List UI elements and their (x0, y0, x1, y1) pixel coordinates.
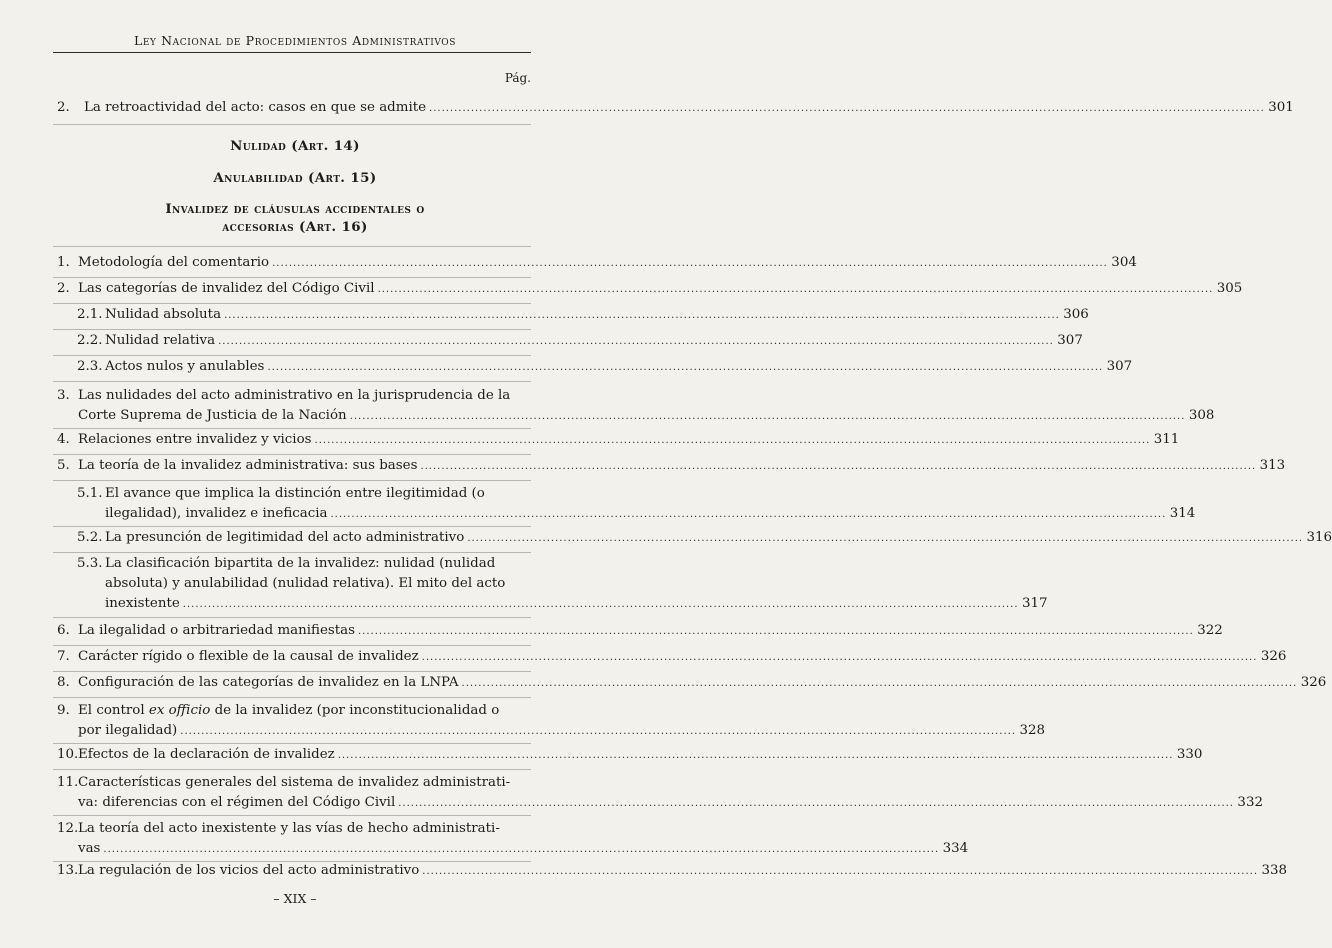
entry-title: Nulidad relativa (105, 333, 216, 348)
entry-divider (53, 671, 531, 672)
entry-number: 4. (57, 432, 70, 447)
entry-divider (53, 617, 531, 618)
entry-divider (53, 428, 531, 429)
entry-page: 322 (1197, 623, 1223, 638)
dot-leader: ........................................................................................................................................................................................................ (421, 652, 1258, 663)
dot-leader: ........................................................................................................................................................................................................ (337, 750, 1174, 761)
entry-title: La retroactividad del acto: casos en que se admite (84, 100, 427, 115)
entry-title: Metodología del comentario (78, 255, 270, 270)
entry-page: 313 (1259, 458, 1286, 473)
entry-page: 314 (1169, 506, 1196, 521)
entry-divider (53, 329, 531, 330)
entry-title: Carácter rígido o flexible de la causal de invalidez (78, 649, 419, 664)
dot-leader: ........................................................................................................................................................................................................ (398, 798, 1234, 809)
entry-number: 2.2. (77, 333, 103, 348)
dot-leader: ........................................................................................................................................................................................................ (461, 678, 1298, 689)
toc-entry-nulidad-absoluta (77, 305, 1089, 325)
entry-title: Las categorías de invalidez del Código Civil (78, 281, 375, 296)
entry-page: 301 (1268, 100, 1294, 115)
dot-leader: ........................................................................................................................................................................................................ (420, 461, 1257, 472)
entry-title: La ilegalidad o arbitrariedad manifiestas (78, 623, 355, 638)
entry-page: 311 (1153, 432, 1180, 447)
dot-leader: ........................................................................................................................................................................................................ (330, 509, 1167, 520)
toc-entry-efectos (57, 745, 1203, 765)
entry-number: 2. (57, 100, 70, 115)
entry-page: 330 (1176, 747, 1203, 762)
entry-divider (53, 277, 531, 278)
entry-title: La teoría de la invalidez administrativa: sus bases (78, 458, 418, 473)
entry-title-part: El control (78, 703, 149, 718)
toc-entry-configuracion (57, 673, 1327, 693)
dot-leader: ........................................................................................................................................................................................................ (314, 435, 1151, 446)
entry-divider (53, 769, 531, 770)
entry-title: La regulación de los vicios del acto administrativo (78, 863, 420, 878)
toc-entry-nulidades-jurisprudencia (57, 386, 1215, 426)
dot-leader: ........................................................................................................................................................................................................ (267, 362, 1104, 373)
toc-entry-clasificacion-bipartita (77, 554, 1048, 614)
section-heading-invalidez-line1: Invalidez de cláusulas accidentales o (165, 201, 425, 217)
entry-divider (53, 454, 531, 455)
entry-page: 307 (1057, 333, 1083, 348)
entry-page: 306 (1063, 307, 1089, 322)
entry-number: 5.1. (77, 486, 103, 501)
entry-number: 6. (57, 623, 70, 638)
entry-divider (53, 381, 531, 382)
entry-page: 316 (1306, 530, 1332, 545)
section-heading-nulidad: Nulidad (Art. 14) (230, 138, 360, 154)
entry-number: 13. (57, 863, 79, 878)
dot-leader: ........................................................................................................................................................................................................ (103, 844, 940, 855)
entry-title-part: de la invalidez (por inconstitucionalidad o (210, 703, 500, 718)
entry-divider (53, 645, 531, 646)
dot-leader: ........................................................................................................................................................................................................ (467, 533, 1304, 544)
entry-number: 7. (57, 649, 70, 664)
entry-title: Configuración de las categorías de invalidez en la LNPA (78, 675, 459, 690)
toc-entry-control-ex-officio (57, 701, 1046, 741)
entry-divider (53, 552, 531, 553)
toc-entry-relaciones (57, 430, 1180, 450)
entry-title: Nulidad absoluta (105, 307, 222, 322)
entry-divider (53, 355, 531, 356)
entry-page: 326 (1300, 675, 1327, 690)
entry-divider (53, 480, 531, 481)
header-rule (53, 52, 531, 53)
section-divider (53, 246, 531, 247)
toc-entry-retroactividad (57, 98, 1294, 118)
entry-number: 2.1. (77, 307, 103, 322)
entry-title-line1: La teoría del acto inexistente y las vías de hecho administrati- (78, 821, 500, 836)
toc-entry-metodologia (57, 253, 1137, 273)
dot-leader: ........................................................................................................................................................................................................ (429, 103, 1265, 114)
entry-page: 328 (1019, 723, 1046, 738)
entry-number: 5.3. (77, 556, 103, 571)
entry-page: 332 (1237, 795, 1263, 810)
section-heading-anulabilidad: Anulabilidad (Art. 15) (213, 170, 377, 186)
entry-title-line1: Las nulidades del acto administrativo en la jurisprudencia de la (78, 388, 511, 403)
dot-leader: ........................................................................................................................................................................................................ (377, 284, 1214, 295)
entry-number: 5. (57, 458, 70, 473)
entry-divider (53, 697, 531, 698)
toc-entry-caracter (57, 647, 1287, 667)
toc-entry-teoria-bases (57, 456, 1286, 476)
entry-page: 307 (1106, 359, 1133, 374)
section-heading-invalidez-line2: accesorias (Art. 16) (222, 219, 368, 235)
entry-page: 317 (1021, 596, 1048, 611)
entry-page: 305 (1216, 281, 1243, 296)
entry-number: 3. (57, 388, 70, 403)
toc-entry-caracteristicas (57, 773, 1263, 813)
entry-page: 304 (1111, 255, 1137, 270)
entry-title-line2: absoluta) y anulabilidad (nulidad relativa). El mito del acto (105, 576, 506, 591)
entry-divider (53, 743, 531, 744)
entry-title-line1: La clasificación bipartita de la invalidez: nulidad (nulidad (105, 556, 496, 571)
entry-page: 308 (1188, 408, 1215, 423)
entry-divider (53, 303, 531, 304)
dot-leader: ........................................................................................................................................................................................................ (218, 336, 1054, 347)
toc-entry-avance (77, 484, 1196, 524)
entry-number: 10. (57, 747, 79, 762)
dot-leader: ........................................................................................................................................................................................................ (180, 726, 1017, 737)
entry-number: 2.3. (77, 359, 103, 374)
dot-leader: ........................................................................................................................................................................................................ (422, 866, 1259, 877)
page-column-label: Pág. (504, 71, 531, 85)
toc-entry-categorias (57, 279, 1243, 299)
dot-leader: ........................................................................................................................................................................................................ (272, 258, 1108, 269)
entry-number: 1. (57, 255, 70, 270)
entry-title-line1: Características generales del sistema de invalidez administrati- (78, 775, 511, 790)
toc-entry-acto-inexistente (57, 819, 969, 859)
entry-divider (53, 815, 531, 816)
entry-title: Relaciones entre invalidez y vicios (78, 432, 312, 447)
entry-page: 338 (1261, 863, 1288, 878)
entry-number: 2. (57, 281, 70, 296)
toc-entry-presuncion (77, 528, 1332, 548)
toc-entry-nulidad-relativa (77, 331, 1083, 351)
dot-leader: ........................................................................................................................................................................................................ (182, 599, 1019, 610)
entry-number: 12. (57, 821, 79, 836)
entry-title-line2: Corte Suprema de Justicia de la Nación (78, 408, 347, 423)
entry-title-line3: inexistente (105, 596, 180, 611)
entry-title-line1: El avance que implica la distinción entre ilegitimidad (o (105, 486, 485, 501)
dot-leader: ........................................................................................................................................................................................................ (224, 310, 1060, 321)
toc-entry-regulacion-vicios (57, 861, 1288, 881)
entry-title: La presunción de legitimidad del acto administrativo (105, 530, 465, 545)
page-folio: – XIX – (273, 891, 317, 906)
entry-title: Efectos de la declaración de invalidez (78, 747, 335, 762)
entry-title-line2: por ilegalidad) (78, 723, 178, 738)
entry-number: 8. (57, 675, 70, 690)
entry-title-line2: ilegalidad), invalidez e ineficacia (105, 506, 328, 521)
entry-page: 326 (1260, 649, 1287, 664)
entry-title-line2: vas (78, 841, 101, 856)
entry-divider (53, 124, 531, 125)
entry-number: 5.2. (77, 530, 103, 545)
running-title: Ley Nacional de Procedimientos Administrativos (133, 33, 457, 48)
entry-number: 9. (57, 703, 70, 718)
toc-entry-ilegalidad (57, 621, 1223, 641)
entry-divider (53, 526, 531, 527)
dot-leader: ........................................................................................................................................................................................................ (349, 411, 1186, 422)
toc-entry-actos-nulos (77, 357, 1133, 377)
entry-number: 11. (57, 775, 79, 790)
dot-leader: ........................................................................................................................................................................................................ (358, 626, 1194, 637)
entry-title-line2: va: diferencias con el régimen del Código Civil (78, 795, 396, 810)
entry-title: Actos nulos y anulables (105, 359, 265, 374)
entry-title-italic: ex officio (148, 703, 211, 718)
entry-page: 334 (942, 841, 969, 856)
